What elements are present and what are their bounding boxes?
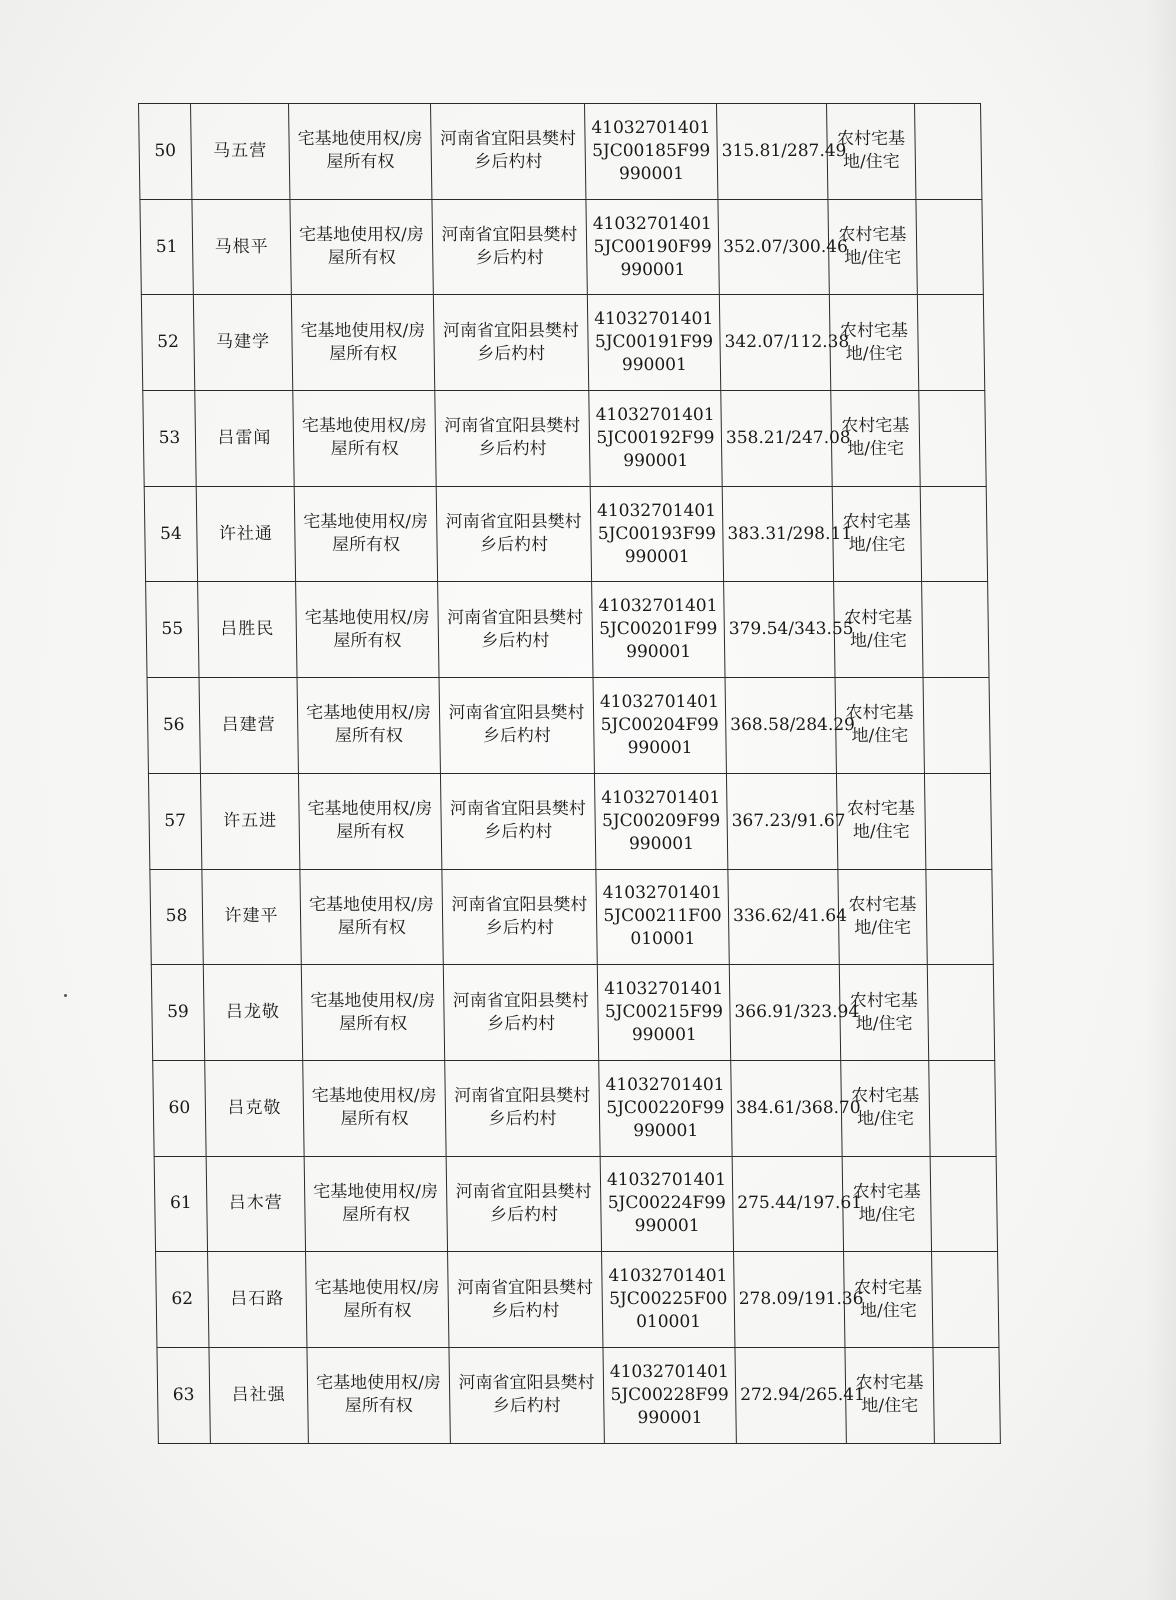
table-row xyxy=(139,104,982,200)
land-use-cell: 农村宅基地/住宅 xyxy=(829,295,918,391)
row-number-cell: 51 xyxy=(140,199,193,295)
property-registry-table xyxy=(138,103,1001,1444)
row-number-cell: 54 xyxy=(144,486,197,582)
area-cell: 342.07/112.38 xyxy=(719,295,830,391)
table-row xyxy=(147,678,990,774)
remark-cell xyxy=(919,391,986,487)
location-cell: 河南省宜阳县樊村乡后杓村 xyxy=(433,295,588,391)
land-use-cell: 农村宅基地/住宅 xyxy=(841,1060,930,1156)
unit-code-cell: 410327014015JC00185F99990001 xyxy=(585,104,718,200)
area-cell: 336.62/41.64 xyxy=(728,869,839,965)
area-cell: 272.94/265.41 xyxy=(735,1347,846,1443)
row-number-cell: 59 xyxy=(151,965,204,1061)
unit-code-cell: 410327014015JC00201F99990001 xyxy=(592,582,725,678)
remark-cell xyxy=(915,104,982,200)
location-cell: 河南省宜阳县樊村乡后杓村 xyxy=(445,1060,600,1156)
land-use-cell: 农村宅基地/住宅 xyxy=(836,773,925,869)
registry-table-wrapper xyxy=(138,103,1016,1444)
unit-code-cell: 410327014015JC00190F99990001 xyxy=(586,199,719,295)
area-cell: 352.07/300.46 xyxy=(718,199,829,295)
row-number-cell: 52 xyxy=(141,295,194,391)
location-cell: 河南省宜阳县樊村乡后杓村 xyxy=(438,582,593,678)
right-type-cell: 宅基地使用权/房屋所有权 xyxy=(293,391,436,487)
remark-cell xyxy=(920,486,987,582)
area-cell: 278.09/191.36 xyxy=(734,1252,845,1348)
location-cell: 河南省宜阳县樊村乡后杓村 xyxy=(432,199,587,295)
owner-name-cell: 许五进 xyxy=(200,773,299,869)
owner-name-cell: 许建平 xyxy=(202,869,301,965)
table-row xyxy=(157,1347,1000,1443)
owner-name-cell: 马根平 xyxy=(192,199,291,295)
remark-cell xyxy=(922,582,989,678)
remark-cell xyxy=(917,295,984,391)
owner-name-cell: 吕胜民 xyxy=(198,582,297,678)
remark-cell xyxy=(929,1060,996,1156)
right-type-cell: 宅基地使用权/房屋所有权 xyxy=(301,965,444,1061)
row-number-cell: 63 xyxy=(157,1347,210,1443)
land-use-cell: 农村宅基地/住宅 xyxy=(828,199,917,295)
remark-cell xyxy=(926,869,993,965)
unit-code-cell: 410327014015JC00191F99990001 xyxy=(587,295,720,391)
land-use-cell: 农村宅基地/住宅 xyxy=(842,1156,931,1252)
right-type-cell: 宅基地使用权/房屋所有权 xyxy=(306,1252,449,1348)
area-cell: 275.44/197.61 xyxy=(732,1156,843,1252)
table-body xyxy=(139,104,1001,1444)
owner-name-cell: 吕木营 xyxy=(206,1156,305,1252)
right-type-cell: 宅基地使用权/房屋所有权 xyxy=(296,582,439,678)
owner-name-cell: 马建学 xyxy=(193,295,292,391)
owner-name-cell: 吕龙敬 xyxy=(203,965,302,1061)
land-use-cell: 农村宅基地/住宅 xyxy=(844,1252,933,1348)
unit-code-cell: 410327014015JC00220F99990001 xyxy=(599,1060,732,1156)
owner-name-cell: 吕雷闻 xyxy=(195,391,294,487)
land-use-cell: 农村宅基地/住宅 xyxy=(839,965,928,1061)
area-cell: 358.21/247.08 xyxy=(721,391,832,487)
location-cell: 河南省宜阳县樊村乡后杓村 xyxy=(436,486,591,582)
remark-cell xyxy=(924,773,991,869)
land-use-cell: 农村宅基地/住宅 xyxy=(835,678,924,774)
table-row xyxy=(143,391,986,487)
right-type-cell: 宅基地使用权/房屋所有权 xyxy=(307,1347,450,1443)
location-cell: 河南省宜阳县樊村乡后杓村 xyxy=(435,391,590,487)
right-type-cell: 宅基地使用权/房屋所有权 xyxy=(291,295,434,391)
table-row xyxy=(151,965,994,1061)
location-cell: 河南省宜阳县樊村乡后杓村 xyxy=(439,678,594,774)
area-cell: 367.23/91.67 xyxy=(726,773,837,869)
row-number-cell: 61 xyxy=(154,1156,207,1252)
table-row xyxy=(146,582,989,678)
unit-code-cell: 410327014015JC00204F99990001 xyxy=(593,678,726,774)
table-row xyxy=(156,1252,999,1348)
table-row xyxy=(141,295,984,391)
unit-code-cell: 410327014015JC00193F99990001 xyxy=(590,486,723,582)
right-type-cell: 宅基地使用权/房屋所有权 xyxy=(304,1156,447,1252)
land-use-cell: 农村宅基地/住宅 xyxy=(845,1347,934,1443)
right-type-cell: 宅基地使用权/房屋所有权 xyxy=(300,869,443,965)
right-type-cell: 宅基地使用权/房屋所有权 xyxy=(294,486,437,582)
location-cell: 河南省宜阳县樊村乡后杓村 xyxy=(431,104,586,200)
scan-speck xyxy=(64,994,67,997)
land-use-cell: 农村宅基地/住宅 xyxy=(834,582,923,678)
unit-code-cell: 410327014015JC00225F00010001 xyxy=(602,1252,735,1348)
table-row xyxy=(148,773,991,869)
owner-name-cell: 吕社强 xyxy=(209,1347,308,1443)
right-type-cell: 宅基地使用权/房屋所有权 xyxy=(290,199,433,295)
area-cell: 315.81/287.49 xyxy=(717,104,828,200)
page-edge-shadow xyxy=(1146,0,1176,1600)
row-number-cell: 57 xyxy=(148,773,201,869)
right-type-cell: 宅基地使用权/房屋所有权 xyxy=(298,773,441,869)
location-cell: 河南省宜阳县樊村乡后杓村 xyxy=(442,869,597,965)
table-row xyxy=(140,199,983,295)
remark-cell xyxy=(923,678,990,774)
remark-cell xyxy=(927,965,994,1061)
row-number-cell: 50 xyxy=(139,104,192,200)
right-type-cell: 宅基地使用权/房屋所有权 xyxy=(297,678,440,774)
remark-cell xyxy=(933,1347,1000,1443)
right-type-cell: 宅基地使用权/房屋所有权 xyxy=(303,1060,446,1156)
area-cell: 368.58/284.29 xyxy=(725,678,836,774)
location-cell: 河南省宜阳县樊村乡后杓村 xyxy=(443,965,598,1061)
area-cell: 379.54/343.55 xyxy=(724,582,835,678)
owner-name-cell: 吕克敬 xyxy=(205,1060,304,1156)
right-type-cell: 宅基地使用权/房屋所有权 xyxy=(289,104,432,200)
owner-name-cell: 吕建营 xyxy=(199,678,298,774)
table-row xyxy=(144,486,987,582)
area-cell: 384.61/368.70 xyxy=(731,1060,842,1156)
row-number-cell: 60 xyxy=(153,1060,206,1156)
owner-name-cell: 吕石路 xyxy=(208,1252,307,1348)
area-cell: 366.91/323.94 xyxy=(729,965,840,1061)
unit-code-cell: 410327014015JC00192F99990001 xyxy=(589,391,722,487)
location-cell: 河南省宜阳县樊村乡后杓村 xyxy=(449,1347,604,1443)
location-cell: 河南省宜阳县樊村乡后杓村 xyxy=(448,1252,603,1348)
land-use-cell: 农村宅基地/住宅 xyxy=(832,486,921,582)
land-use-cell: 农村宅基地/住宅 xyxy=(827,104,916,200)
remark-cell xyxy=(932,1252,999,1348)
location-cell: 河南省宜阳县樊村乡后杓村 xyxy=(440,773,595,869)
location-cell: 河南省宜阳县樊村乡后杓村 xyxy=(446,1156,601,1252)
unit-code-cell: 410327014015JC00224F99990001 xyxy=(600,1156,733,1252)
unit-code-cell: 410327014015JC00209F99990001 xyxy=(594,773,727,869)
land-use-cell: 农村宅基地/住宅 xyxy=(831,391,920,487)
table-row xyxy=(154,1156,997,1252)
row-number-cell: 53 xyxy=(143,391,196,487)
row-number-cell: 58 xyxy=(150,869,203,965)
remark-cell xyxy=(916,199,983,295)
area-cell: 383.31/298.11 xyxy=(722,486,833,582)
table-row xyxy=(153,1060,996,1156)
unit-code-cell: 410327014015JC00215F99990001 xyxy=(597,965,730,1061)
unit-code-cell: 410327014015JC00211F00010001 xyxy=(596,869,729,965)
row-number-cell: 62 xyxy=(156,1252,209,1348)
unit-code-cell: 410327014015JC00228F99990001 xyxy=(603,1347,736,1443)
land-use-cell: 农村宅基地/住宅 xyxy=(838,869,927,965)
row-number-cell: 56 xyxy=(147,678,200,774)
remark-cell xyxy=(930,1156,997,1252)
owner-name-cell: 许社通 xyxy=(196,486,295,582)
owner-name-cell: 马五营 xyxy=(191,104,290,200)
table-row xyxy=(150,869,993,965)
row-number-cell: 55 xyxy=(146,582,199,678)
